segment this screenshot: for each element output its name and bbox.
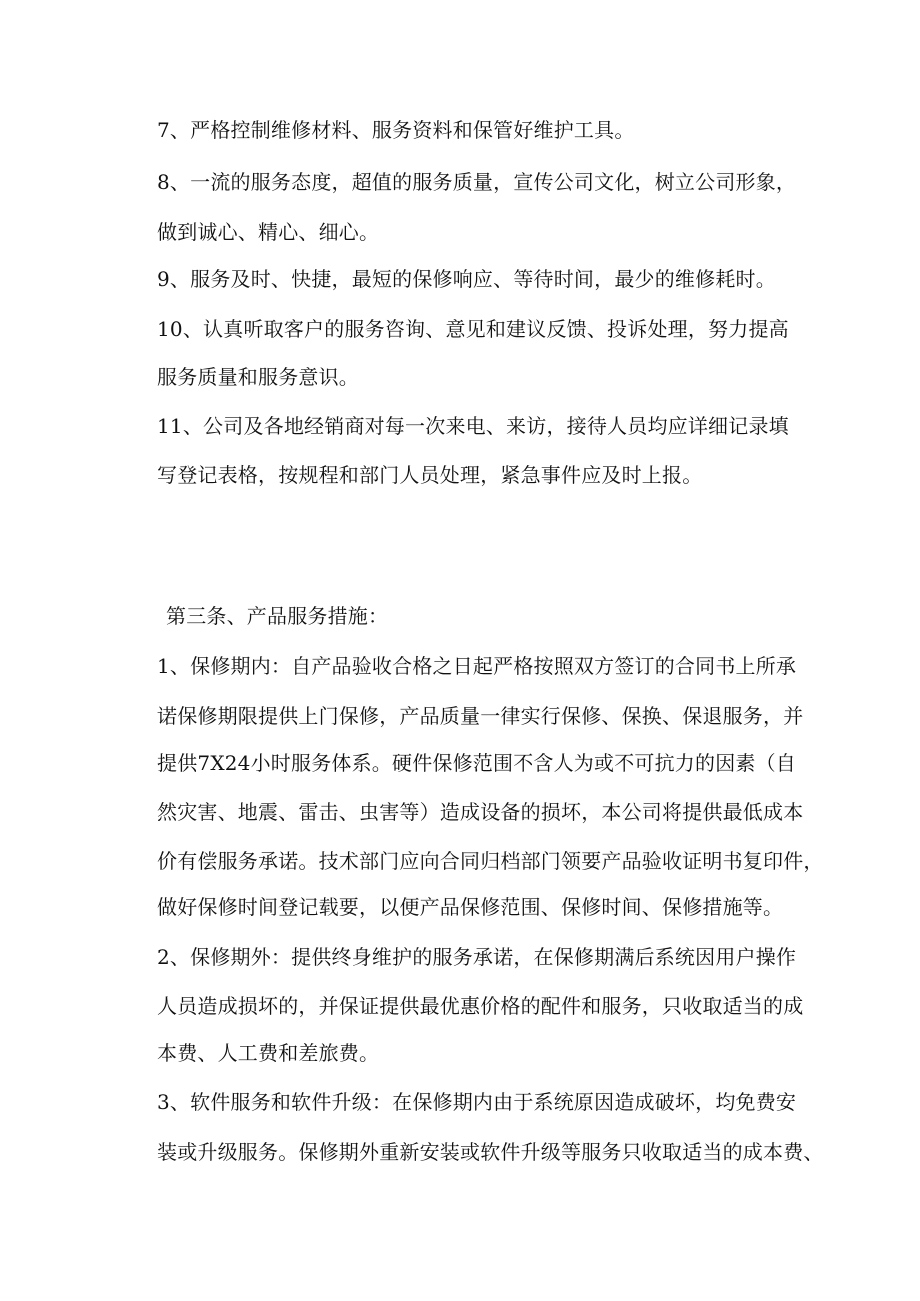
measure-1-line-2: 诺保修期限提供上门保修，产品质量一律实行保修、保换、保退服务，并 xyxy=(157,704,804,728)
item-10-line-1: 10、认真听取客户的服务咨询、意见和建议反馈、投诉处理，努力提高 xyxy=(157,317,789,341)
measure-2-line-3: 本费、人工费和差旅费。 xyxy=(157,1041,380,1065)
measure-1-line-5: 价有偿服务承诺。技术部门应向合同归档部门领要产品验收证明书复印件， xyxy=(157,849,824,873)
item-8-line-2: 做到诚心、精心、细心。 xyxy=(157,220,380,244)
item-11-line-2: 写登记表格，按规程和部门人员处理，紧急事件应及时上报。 xyxy=(157,463,703,487)
measure-2-line-1: 2、保修期外：提供终身维护的服务承诺，在保修期满后系统因用户操作 xyxy=(157,945,797,969)
item-11-line-1: 11、公司及各地经销商对每一次来电、来访，接待人员均应详细记录填 xyxy=(157,414,789,438)
measure-1-line-4: 然灾害、地震、雷击、虫害等）造成设备的损坏，本公司将提供最低成本 xyxy=(157,800,804,824)
measure-3-line-1: 3、软件服务和软件升级：在保修期内由于系统原因造成破坏，均免费安 xyxy=(157,1090,797,1114)
measure-3-line-2: 装或升级服务。保修期外重新安装或软件升级等服务只收取适当的成本费、 xyxy=(157,1140,824,1164)
measure-1-line-3: 提供7X24小时服务体系。硬件保修范围不含人为或不可抗力的因素（自 xyxy=(157,751,797,775)
item-8-line-1: 8、一流的服务态度，超值的服务质量，宣传公司文化，树立公司形象， xyxy=(157,170,797,194)
item-9-line: 9、服务及时、快捷，最短的保修响应、等待时间，最少的维修耗时。 xyxy=(157,267,776,291)
measure-1-line-1: 1、保修期内：自产品验收合格之日起严格按照双方签订的合同书上所承 xyxy=(157,654,797,678)
item-10-line-2: 服务质量和服务意识。 xyxy=(157,365,359,389)
section-heading: 第三条、产品服务措施： xyxy=(166,604,389,628)
item-7-line: 7、严格控制维修材料、服务资料和保管好维护工具。 xyxy=(157,118,635,142)
measure-2-line-2: 人员造成损坏的，并保证提供最优惠价格的配件和服务，只收取适当的成 xyxy=(157,994,804,1018)
measure-1-line-6: 做好保修时间登记载要，以便产品保修范围、保修时间、保修措施等。 xyxy=(157,895,784,919)
